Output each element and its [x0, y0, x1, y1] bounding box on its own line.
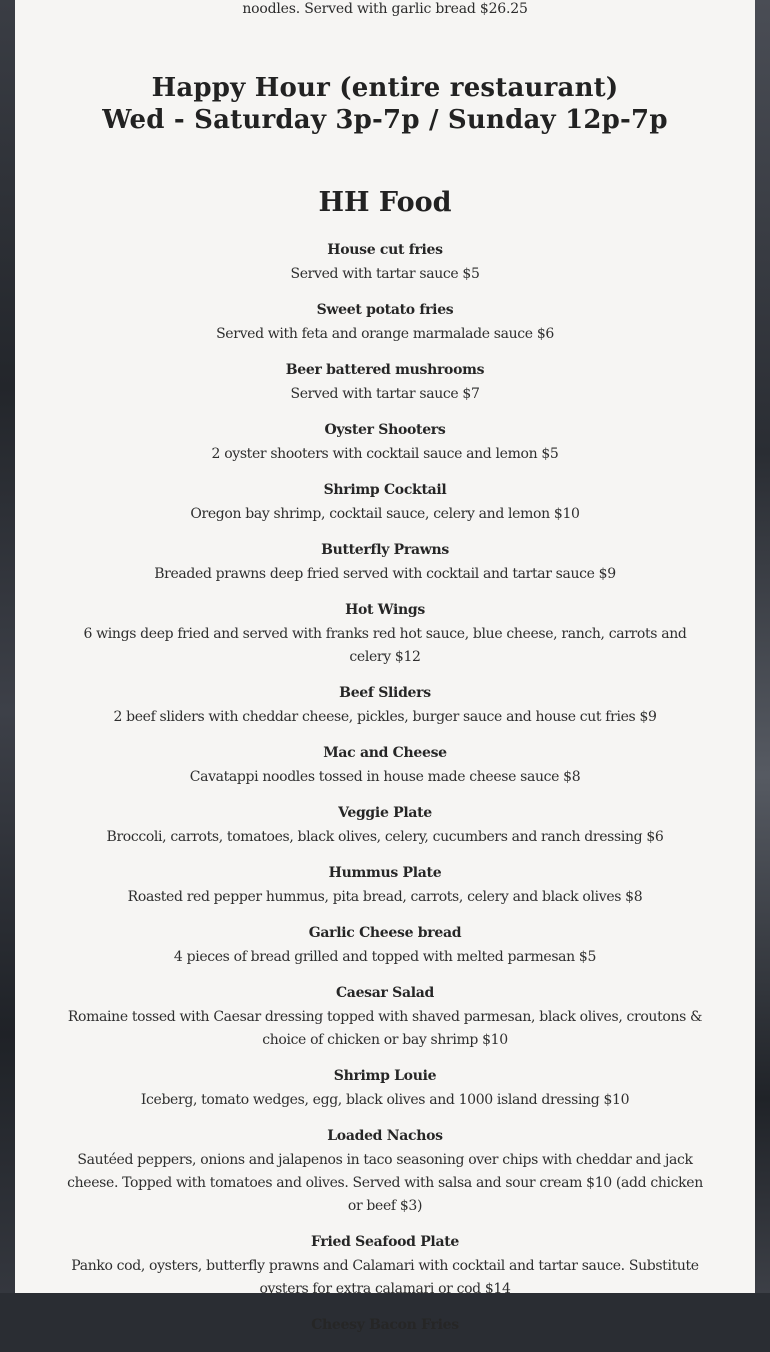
menu-item-description: Broccoli, carrots, tomatoes, black olives, celery, cucumbers and ranch dressing $6 — [106, 829, 664, 845]
menu-item-name: Hot Wings — [345, 602, 425, 618]
section-title: HH Food — [318, 187, 452, 218]
menu-item-description: Panko cod, oysters, butterfly prawns and Calamari with cocktail and tartar sauce. Substitute oysters for extra calamari or cod $14 — [71, 1258, 699, 1297]
background-right-edge — [755, 0, 770, 1293]
menu-item-name: Shrimp Louie — [333, 1068, 437, 1084]
menu-item — [15, 683, 755, 729]
menu-item-name: House cut fries — [327, 242, 443, 258]
menu-page — [15, 0, 755, 1333]
menu-item-description: 2 oyster shooters with cocktail sauce and lemon $5 — [211, 446, 559, 462]
menu-item — [15, 803, 755, 849]
menu-item — [15, 743, 755, 789]
menu-item — [15, 1126, 755, 1218]
menu-item — [15, 1232, 755, 1301]
menu-item-name: Hummus Plate — [328, 865, 442, 881]
menu-item-description: Served with tartar sauce $7 — [290, 386, 480, 402]
menu-item-description: 6 wings deep fried and served with franks red hot sauce, blue cheese, ranch, carrots and celery $12 — [83, 626, 687, 665]
menu-item — [15, 540, 755, 586]
menu-item — [15, 983, 755, 1052]
menu-item-description: Served with tartar sauce $5 — [290, 266, 480, 282]
menu-item-description: Breaded prawns deep fried served with cocktail and tartar sauce $9 — [154, 566, 616, 582]
menu-item — [15, 600, 755, 669]
menu-item — [15, 863, 755, 909]
menu-item — [15, 420, 755, 466]
menu-item-name: Beer battered mushrooms — [285, 362, 485, 378]
menu-item-name: Shrimp Cocktail — [323, 482, 447, 498]
menu-item — [15, 1315, 755, 1338]
menu-item-name: Butterfly Prawns — [321, 542, 449, 558]
menu-item-name: Oyster Shooters — [324, 422, 446, 438]
menu-item — [15, 480, 755, 526]
happy-hour-line-1: Happy Hour (entire restaurant) — [151, 73, 619, 103]
menu-item — [15, 240, 755, 286]
menu-item-list — [15, 240, 755, 1352]
menu-item-name: Caesar Salad — [335, 985, 435, 1001]
menu-item-description: 4 pieces of bread grilled and topped with melted parmesan $5 — [173, 949, 597, 965]
menu-item-name: Mac and Cheese — [323, 745, 447, 761]
menu-item-name: Loaded Nachos — [327, 1128, 443, 1144]
menu-item-description: Cavatappi noodles tossed in house made cheese sauce $8 — [189, 769, 581, 785]
menu-item-name: Sweet potato fries — [316, 302, 454, 318]
menu-item — [15, 360, 755, 406]
menu-item-description: Roasted red pepper hummus, pita bread, carrots, celery and black olives $8 — [127, 889, 643, 905]
menu-item-description: 2 beef sliders with cheddar cheese, pickles, burger sauce and house cut fries $9 — [113, 709, 657, 725]
previous-item-description-tail: noodles. Served with garlic bread $26.25 — [242, 1, 528, 17]
menu-item-description: Oregon bay shrimp, cocktail sauce, celery and lemon $10 — [190, 506, 580, 522]
happy-hour-heading — [15, 72, 755, 136]
menu-item-name: Veggie Plate — [338, 805, 432, 821]
menu-item-name: Garlic Cheese bread — [308, 925, 462, 941]
menu-item — [15, 300, 755, 346]
happy-hour-line-2: Wed - Saturday 3p-7p / Sunday 12p-7p — [102, 105, 668, 135]
menu-item — [15, 1066, 755, 1112]
menu-item-description: Served with feta and orange marmalade sauce $6 — [216, 326, 554, 342]
menu-item-description: Romaine tossed with Caesar dressing topped with shaved parmesan, black olives, croutons & choice of chicken or bay shrimp $10 — [67, 1009, 703, 1048]
menu-item-description: Sautéed peppers, onions and jalapenos in taco seasoning over chips with cheddar and jack cheese. Topped with tomatoes and olives. Served with salsa and sour cream $10 (add chicken or beef $3) — [67, 1152, 703, 1214]
background-left-edge — [0, 0, 15, 1293]
menu-item — [15, 923, 755, 969]
menu-item-description: Iceberg, tomato wedges, egg, black olives and 1000 island dressing $10 — [140, 1092, 630, 1108]
menu-item-name: Fried Seafood Plate — [311, 1234, 459, 1250]
menu-item-name: Cheesy Bacon Fries — [311, 1317, 459, 1333]
menu-item-name: Beef Sliders — [339, 685, 431, 701]
